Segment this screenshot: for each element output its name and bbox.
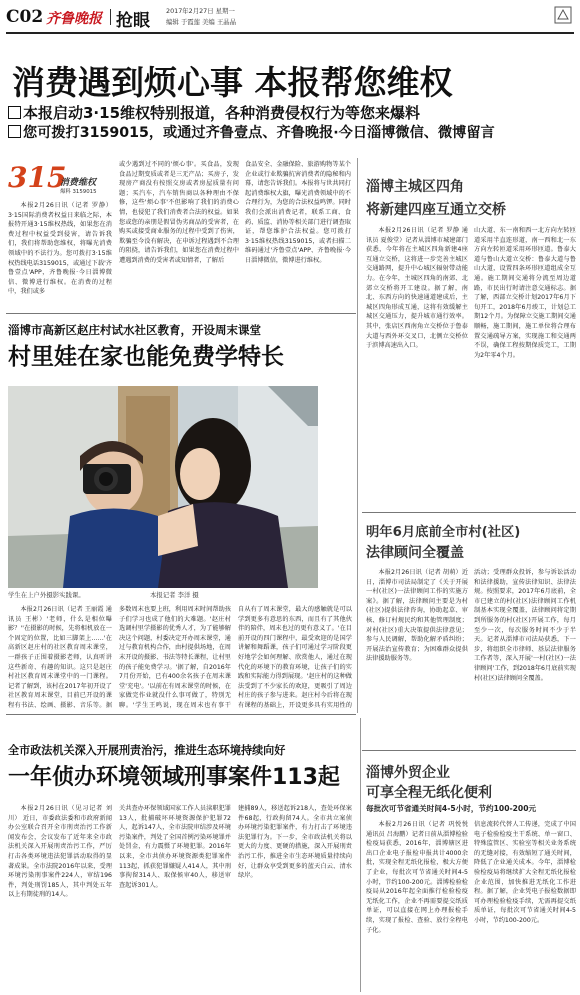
story2-headline: 村里娃在家也能免费学特长: [8, 344, 284, 370]
date-line: 2017年2月27日 星期一: [166, 7, 235, 15]
consumer-rights-logo: [8, 163, 112, 197]
lead-deck-1-text: 本报启动3·15维权特别报道，各种消费侵权行为等您来爆料: [23, 104, 421, 122]
page-header: [6, 4, 574, 30]
paper-name: 齐鲁晚报: [46, 11, 102, 27]
story2-col-2-text: 多数周末也要上班，利用周末时间帮助孩子们学习也成了他们的大难题。'赵庄村选调村里学摄影的优秀人才，为了能够解决这个问题，村委决定开办周末课堂，通过与教育机构合作，由村提供场地，在周末开设的摄影、书法等特长课程，让村里的孩子能免费学习。'据了解，自2016年7月份开始，已有400余名孩子在周末课堂'充电'。'以前在有周末课堂的时候，在家做完作业就没什么事可做了，特别无聊。'学生王鸣说，现在周末也有事干: [119, 606, 231, 709]
story4-col-2-text: 山大道、东一南和西一北方向左转匝道采用半直连形道，南一西和北一东方向左转匝道采用环形匝道。鲁泰大道与鲁山大道立交桥：鲁泰大道与鲁山大道，设置四条环形匝道组成全互通。施工期间交通将分流至周边道路，市民出行时请注意交通标志。据了解，西部立交桥计划2017年6月下旬开工，2018年6月竣工，计划总工期12个月。为保障立交施工期间交通顺畅，施工期间，施工单位将合理布置交通疏导方案，实现施工和交通两不误，确保工程按期保质完工，工期为2年零4个月。: [474, 227, 576, 359]
page-code: C02: [6, 7, 44, 27]
story3-rule: [6, 714, 356, 715]
story2-col-1-text: 本报2月26日讯（记者 王丽霞 通讯员 王彬）'老师，什么是相位曝影？''在摄影的时候，先将相机放在一个固定的位置，比如三脚架上……'在高新区赵庄村的社区教育周末课堂，一群孩子正围着摄影老师，认真听讲这些新奇、有趣的知识。这只是赵庄村社区教育周末课堂中的一门课程。记者了解到，该村在2017年初开设了社区教育周末课堂，目前已开设的课程有书法、绘画、摄影、音乐等。据: [8, 606, 112, 709]
photo-credit: 本报记者 李洋 摄: [150, 591, 199, 599]
lead-col-1-text: 本报2月26日讯（记者 罗静）3·15国际消费者权益日来临之际，本报特开通3·15维权热线，如果您在消费过程中权益受到侵害，请告诉我们，我们将帮助您维权，将曝光消费领域中的不法行为。您可拨打3·15维权热线电话3159015，或通过下载'齐鲁壹点'APP，齐鲁晚报·今日淄博微信、微博进行维权。在消费的过程中，我们或多: [8, 202, 112, 296]
story6-col-2: [474, 820, 576, 990]
story5-rule: [362, 512, 576, 513]
lead-headline: 消费遇到烦心事 本报帮您维权: [12, 63, 453, 102]
story2-rule: [6, 313, 356, 314]
story4-col-1-text: 本报2月26日讯（记者 罗静 通讯员 夏俊堂）记者从淄博市城建部门获悉，今年将在主城区四角新建4座互通立交桥，这将进一步完善主城区交通路网，提升中心城区辐射带动能力。在今年，主城区四角的南郊、北郊立交桥将开工建设。据了解，南北、东西方向的快速通道建成后，主城区四角形成互通，这将有效缓解主城区交通压力，提升城市通行效率。其中，张店区西南角立交桥位于鲁泰大道与西外环交叉口，北侧立交桥位于滨博高速出入口。: [366, 227, 468, 350]
editor-line: 编辑 于霞莲 美编 王晶晶: [166, 18, 236, 26]
story5-col-1-text: 本报2月26日讯（记者 胡萌）近日，淄博市司法局制定了《关于开展一村(社区)一法律顾问工作的实施方案》。据了解，法律顾问主要是为村(社区)提供法律咨询，协助起草、审核、修订村规民约和其他管理制度；对村(社区)重大决策提供法律意见；参与人民调解，帮助化解矛盾纠纷；开展法治宣传教育；为困难群众提供法律援助服务等。: [366, 569, 468, 663]
story5-kicker: 明年6月底前全市村(社区): [366, 525, 521, 540]
ornament-icon: [554, 6, 572, 24]
story6-headline: 可享全程无纸化便利: [366, 785, 492, 801]
deck-box-icon: [8, 125, 21, 138]
lead-col-2: [119, 160, 239, 308]
story5-col-2-text: 活动；受理群众投诉，参与诉讼活动和法律援助，宣传法律知识、法律法规。按照要求，2017年6月底前，全市已建立的村(社区)法律顾问工作机制基本实现全覆盖，法律顾问将定期到所服务的村(社区)开展工作，每月至少一次，每次服务时间不少于半天。记者从淄博市司法局获悉，下一步，将组织全市律师、基层法律服务工作者等，深入开展'一村(社区)一法律顾问'工作，到2018年6月底前实现村(社区)法律顾问全覆盖。: [474, 569, 576, 682]
story5-col-1: [366, 568, 468, 746]
story6-rule: [362, 750, 576, 751]
story5-headline: 法律顾问全覆盖: [366, 545, 464, 561]
story6-col-1: [366, 820, 468, 990]
story4-kicker: 淄博主城区四角: [366, 179, 464, 195]
lead-deck-2: [8, 124, 580, 142]
story3-col-1: [8, 804, 112, 990]
news-photo: [8, 386, 318, 588]
section-name: 抢眼: [116, 11, 150, 31]
story2-col-2: [119, 605, 231, 710]
story3-col-1-text: 本报2月26日讯（见习记者 刘川） 近日，市委政法委和市政府新闻办公室联合召开全市刑责治污工作新闻发布会，会议发布了近年来全市政法机关深入开展刑责治污工作，严厉打击各类环境违法犯罪活动取得的显著成果。全市法院2016年以来，受理环境污染刑事案件224人，审结196件，判处刑罚185人，其中判处五年以上有期徒刑的14人。: [8, 805, 112, 899]
story3-col-3: [238, 804, 352, 990]
lead-col-3: [245, 160, 351, 308]
story4-col-2: [474, 226, 576, 508]
story4-col-1: [366, 226, 468, 508]
story2-col-3-text: 自从有了周末课堂，最大的感触就是可以学到更多有意思的东西，而且有了其他伙伴的陪伴，周末也过的更有意义了。'在目前开设的四门课程中，最受欢迎的是国学讲解和舞蹈课，孩子们可通过学习阶段更好地学会如何理解、欣赏他人，通过在现代化的环境下的教育环境，让孩子们的实践和实际能力得到展现。'赵庄村的这种做法受到了不少家长的欢迎，更吸引了周边村庄的孩子参与进来。赵庄村今后将在现有课程的基础上，开设更多具有实用性的: [238, 606, 352, 709]
lead-deck-2-text: 您可拨打3159015，或通过齐鲁壹点、齐鲁晚报·今日淄博微信、微博留言: [23, 125, 495, 141]
lead-col-1: [8, 201, 112, 309]
story6-kicker: 淄博外贸企业: [366, 765, 450, 781]
logo-hotline: 爆料 3159015: [60, 189, 97, 195]
deck-box-icon: [8, 106, 21, 119]
story6-deck: 每批次可节省通关时间4-5小时，节约100-200元: [366, 804, 537, 813]
logo-label: 消费维权: [60, 178, 97, 188]
lead-deck-1: [8, 104, 576, 122]
story6-col-1-text: 本报2月26日讯（记者 巩悦悦 通讯员 吕海鹏）记者日前从淄博检验检疫局获悉，2016年，淄博辖区进出口企业电子报检申报共计4000余批，实现全程无纸化报检，极大方便了企业，每批次可节省通关时间4-5小时，节约100-200元。淄博检验检疫局从2016年起全面推行检验检疫无纸化工作，企业不再需要提交纸质单证，可以直接在网上办理报检手续，实现了报检、查验、放行全程电子化。: [366, 821, 468, 934]
story6-col-2-text: 信息流转代替人工传递，完成了中国电子检验检疫主干系统、单一窗口、特殊监管区、实验室等相关业务系统的无缝对接，有效缩短了通关时间，降低了企业通关成本。今年，淄博检验检疫局将继续扩大全程无纸化报检企业范围，加快推进无纸化工作进程。据了解，企业凭电子报检数据即可办理检验检疫手续，无需再提交纸质单证，每批次可节省通关时间4-5小时，节约100-200元。: [474, 821, 576, 924]
story2-kicker: 淄博市高新区赵庄村试水社区教育，开设周末课堂: [8, 323, 261, 337]
story3-kicker: 全市政法机关深入开展刑责治污，推进生态环境持续向好: [8, 744, 286, 757]
header-rule: [6, 32, 574, 34]
right-column-divider: [360, 718, 361, 992]
lead-col-2-text: 或少遇到过不同的'烦心事'。买食品，发现食品过期变质或者是三无产品；买房子，发现房产商没有按照交房或者房屋质量有问题；买汽车，汽车销售商以各种理由不保修，这些'烦心事'不但影响了我们的消费心情，也侵犯了我们消费者合法的权益。如果您或您的亲朋是假冒伪劣商品的受害者，在购买或接受商业服务的过程中受到了伤害，欺骗至今没有解决，在申诉过程遇到不合理的阻挠，请告诉我们，如果您在消费过程中遭遇到消费的受害者或知情者，了解后: [119, 161, 239, 264]
story3-col-3-text: 建捕89人，移送起诉218人，查处环保案件68起，行政拘留74人。全市共立案侦办环境污染犯罪案件，有力打击了环境违法犯罪行为。下一步，全市政法机关将以更大的力度、更硬的措施，深入开展刑责治污工作，推进全市生态环境质量持续向好，让群众享受到更多的蓝天白云、清水绿岸。: [238, 805, 352, 880]
story3-headline: 一年侦办环境领域刑事案件113起: [8, 765, 340, 790]
logo-number: 315: [8, 161, 67, 194]
story3-col-2: [119, 804, 231, 990]
story2-col-3: [238, 605, 352, 710]
story3-col-2-text: 关共查办环保领域国家工作人员渎职犯罪13人，批捕破坏环境资源保护犯罪72人，起诉147人，全市法院审结涉及环境污染案件，判处了全国首例污染环境罪并处罚金，有力震慑了环境犯罪。2016年以来，全市共侦办环境资源类犯罪案件113起，抓获犯罪嫌疑人414人，其中刑事拘留314人、取保候审40人，移送审查起诉301人。: [119, 805, 231, 889]
photo-caption: 学生在上户外摄影实践课。: [8, 591, 85, 599]
column-divider: [357, 158, 358, 713]
lead-col-3-text: 食品安全、金融保险、旅游购物等某个企业或行业欺骗抗害消费者的隐秘和内幕，请您告诉我们。本报将与世共同打起消费维权大旗，曝光消费领域中的不合理行为，为您的合法权益鸣锣。同时我们会派出消费记者，联系工商、食药、质监、消协等相关部门进行调查取证，帮您维护合法权益。您可拨打3·15维权热线3159015，或者扫描二维码通过'齐鲁壹点'APP、齐鲁晚报·今日淄博微信，微博进行维权。: [245, 161, 351, 264]
story2-col-1: [8, 605, 112, 710]
header-divider: [110, 9, 111, 25]
story5-col-2: [474, 568, 576, 746]
story4-headline: 将新建四座互通立交桥: [366, 202, 506, 218]
